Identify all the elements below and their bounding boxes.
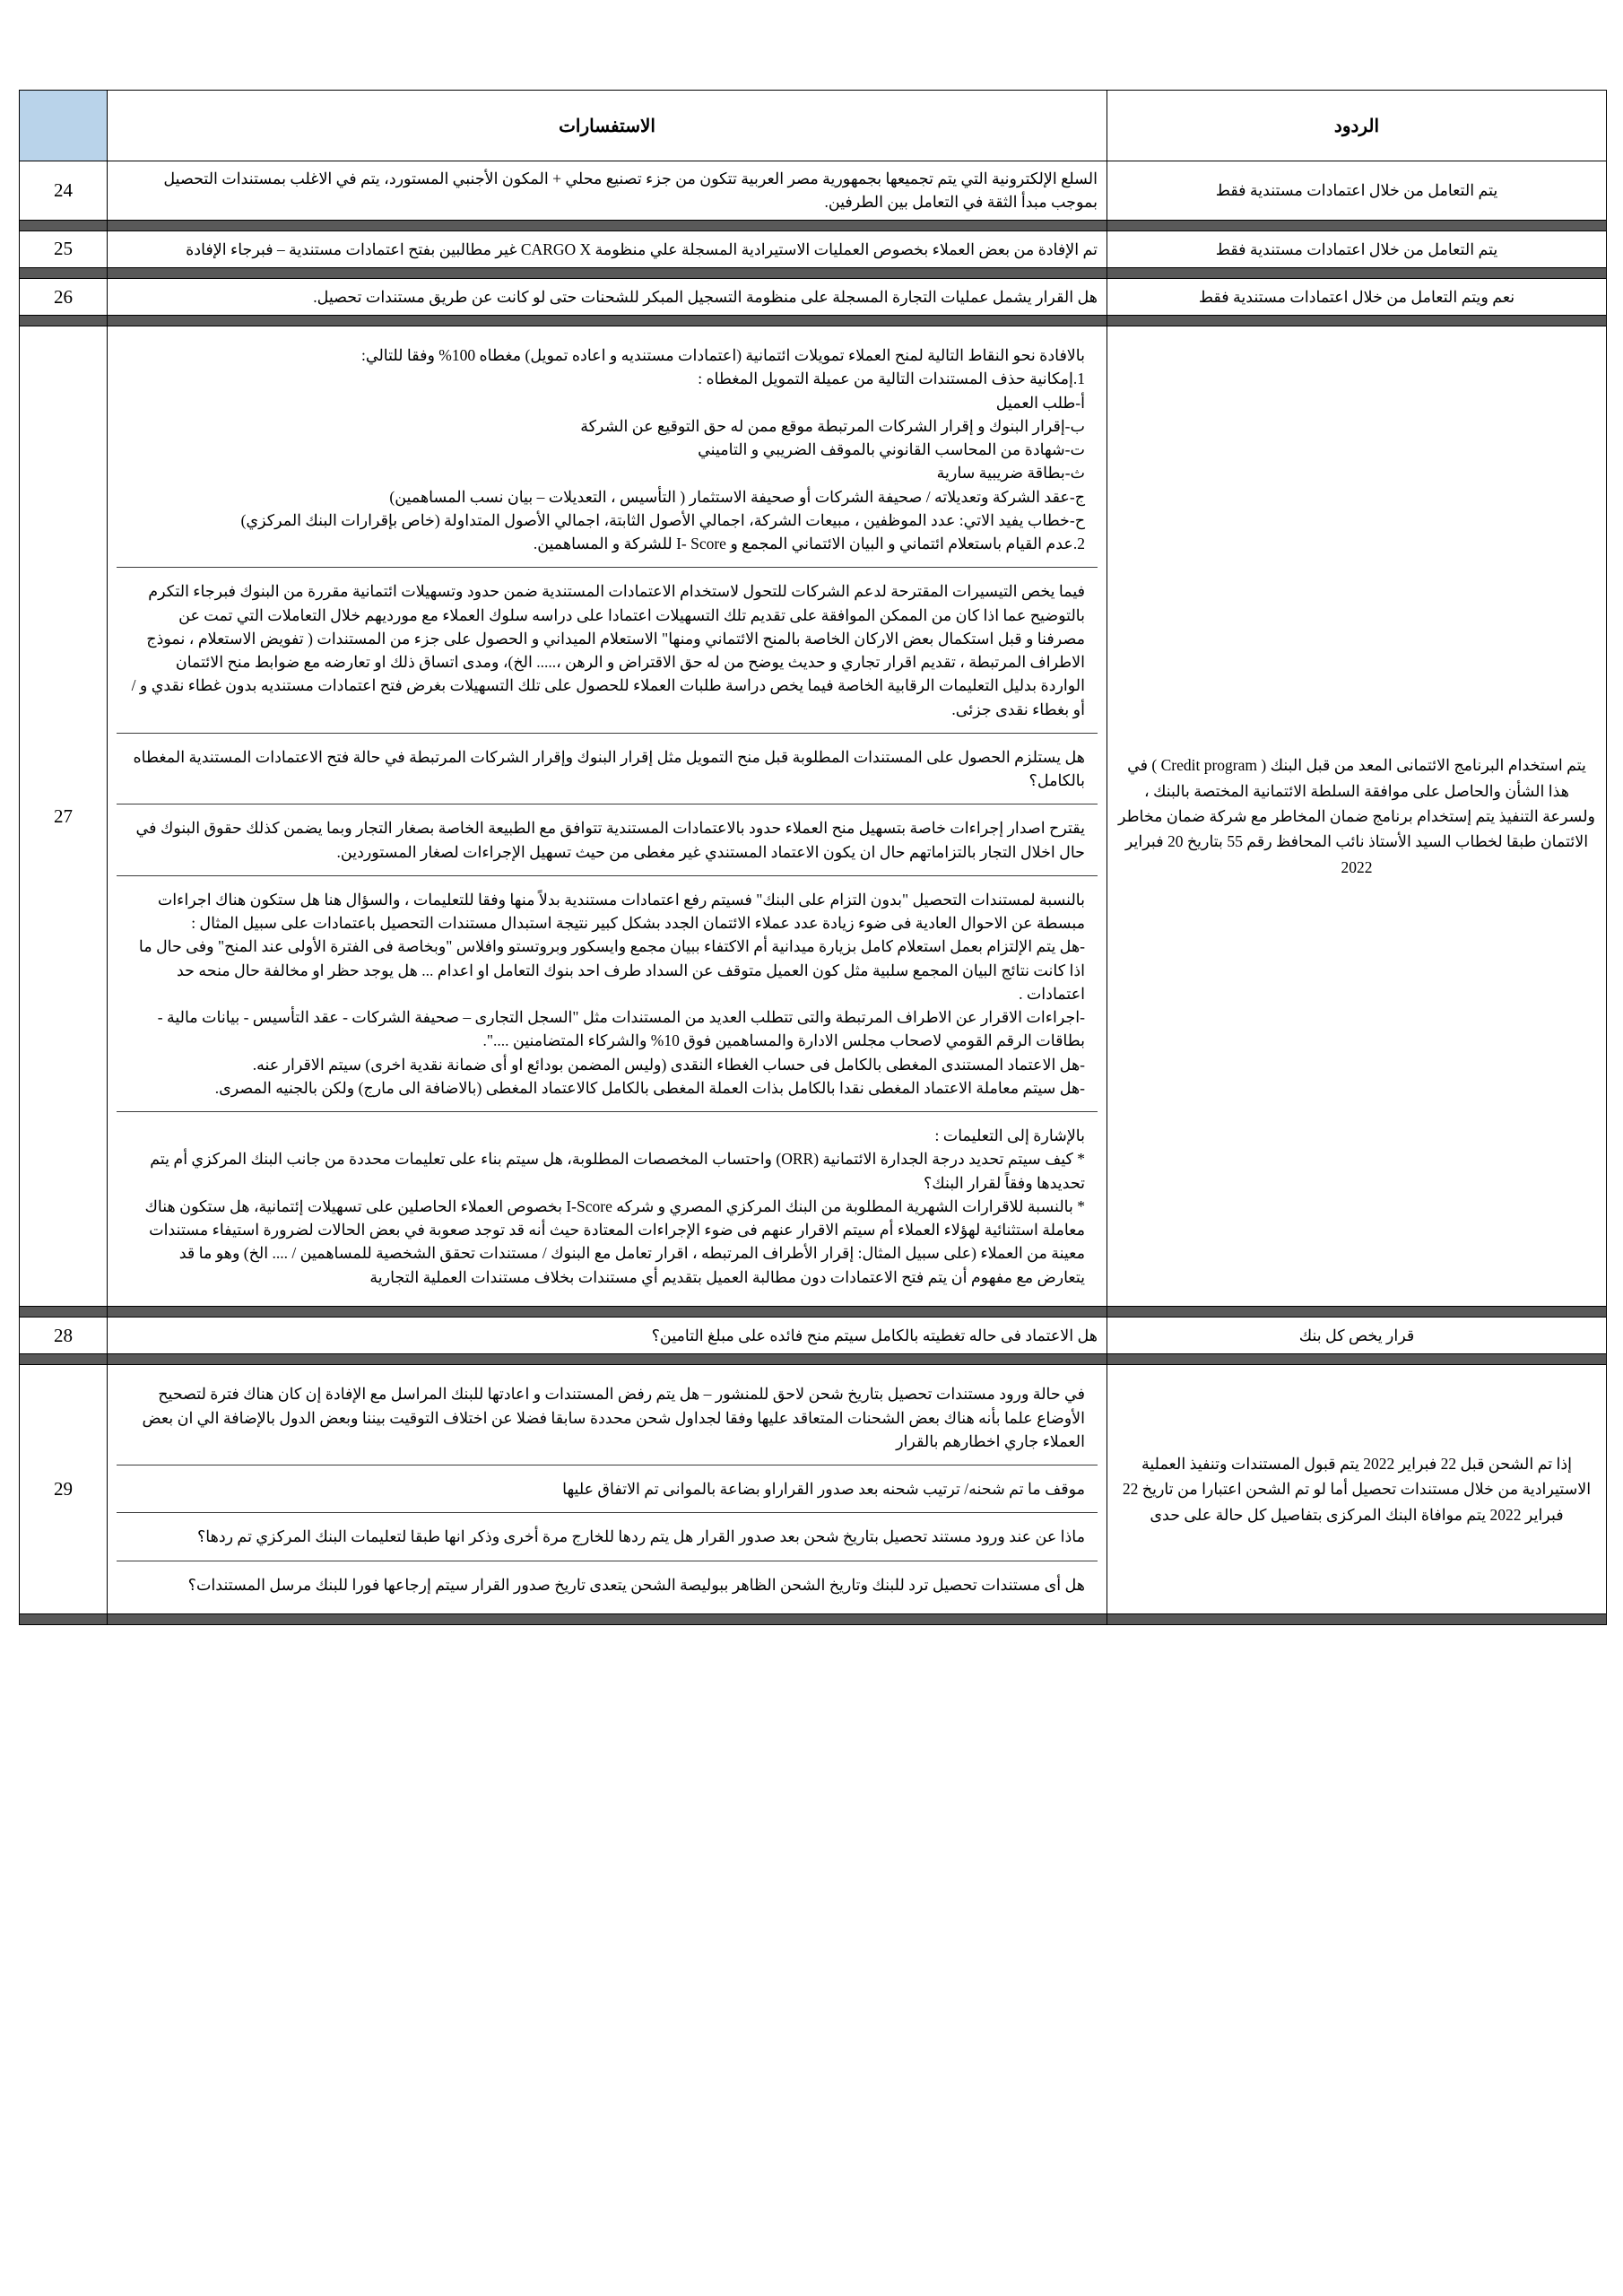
inquiry-text [117, 733, 1098, 804]
inquiry-subrow [117, 1465, 1098, 1513]
separator-cell [20, 316, 108, 326]
inquiry-subtable [117, 332, 1098, 1300]
inquiry-subtable [117, 1370, 1098, 1608]
inquiry-text [117, 332, 1098, 568]
table-body [20, 161, 1607, 1625]
row-number: 24 [20, 161, 108, 221]
response-text: قرار يخص كل بنك [1298, 1326, 1415, 1344]
inquiry-text [117, 1513, 1098, 1561]
separator-cell [108, 1613, 1107, 1624]
separator-cell [1107, 267, 1607, 278]
inquiry-line: ت-شهادة من المحاسب القانوني بالموقف الضريبي و التاميني [698, 440, 1085, 459]
separator-cell [108, 316, 1107, 326]
inquiry-subrow [117, 332, 1098, 568]
separator-cell [1107, 316, 1607, 326]
row-separator-band [20, 267, 1607, 278]
separator-cell [108, 1354, 1107, 1365]
inquiry-line: هل القرار يشمل عمليات التجارة المسجلة على منظومة التسجيل المبكر للشحنات حتى لو كانت عن طريق مستندات تحصيل. [313, 287, 1098, 306]
table-row [20, 278, 1607, 315]
row-separator-band [20, 1354, 1607, 1365]
separator-cell [108, 220, 1107, 230]
inquiry-line: السلع الإلكترونية التي يتم تجميعها بجمهورية مصر العربية تتكون من جزء تصنيع محلي + المكون الأجنبي المستورد، يتم في الاغلب بمستندات التحصيل بموجب مبدأ الثقة في التعامل بين الطرفين. [163, 170, 1098, 212]
row-separator-band [20, 220, 1607, 230]
row-number: 25 [20, 230, 108, 267]
inquiry-line: في حالة ورود مستندات تحصيل بتاريخ شحن لاحق للمنشور – هل يتم رفض المستندات و اعادتها للبنك المراسل مع الإفادة إن كان هناك فترة لتصحيح الأوضاع علما بأنه هناك بعض الشحنات المتعاقد عليها وفقا لجداول شحن محددة سابقا فضلا عن اختلاف التوقيت بيننا وبعض الدول بالإضافة الي ان بعض العملاء جاري اخطارهم بالقرار [142, 1385, 1085, 1450]
inquiry-cell [108, 1317, 1107, 1353]
row-number: 26 [20, 278, 108, 315]
inquiry-line: ث-بطاقة ضريبية سارية [936, 464, 1085, 483]
inquiry-line: ماذا عن عند ورود مستند تحصيل بتاريخ شحن بعد صدور القرار هل يتم ردها للخارج مرة أخرى وذكر انها طبقا لتعليمات البنك المركزي تم ردها؟ [196, 1527, 1085, 1546]
header-inquiries: الاستفسارات [108, 91, 1107, 161]
table-header [20, 91, 1607, 161]
separator-cell [108, 267, 1107, 278]
inquiry-cell [108, 161, 1107, 221]
inquiry-line: -اجراءات الاقرار عن الاطراف المرتبطة والتى تتطلب العديد من المستندات مثل "السجل التجارى – صحيفة الشركات - عقد التأسيس - بيانات مالية - بطاقات الرقم القومي لاصحاب مجلس الادارة والمساهمين فوق 10% والشركاء المتضامنين ....". [157, 1008, 1085, 1050]
inquiry-subrow [117, 733, 1098, 804]
response-text: يتم التعامل من خلال اعتمادات مستندية فقط [1215, 181, 1498, 200]
inquiry-line: ح-خطاب يفيد الاتي: عدد الموظفين ، مبيعات الشركة، اجمالي الأصول الثابتة، اجمالي الأصول المتداولة (خاص بإقرارات البنك المركزي) [240, 510, 1085, 529]
response-text: نعم ويتم التعامل من خلال اعتمادات مستندية فقط [1198, 287, 1515, 306]
inquiry-line: هل الاعتماد فى حاله تغطيته بالكامل سيتم منح فائده على مبلغ التامين؟ [651, 1326, 1098, 1344]
table-row [20, 326, 1607, 1307]
inquiry-line: 2.عدم القيام باستعلام ائتماني و البيان الائتماني المجمع و I- Score للشركة و المساهمين. [533, 535, 1085, 553]
table-row [20, 1317, 1607, 1353]
inquiry-line: هل يستلزم الحصول على المستندات المطلوبة قبل منح التمويل مثل إقرار البنوك وإقرار الشركات المرتبطة في حالة فتح الاعتمادات المستندية المغطاه بالكامل؟ [133, 747, 1085, 790]
table-row [20, 161, 1607, 221]
table-row [20, 230, 1607, 267]
header-number [20, 91, 108, 161]
inquiry-line: بالإشارة إلى التعليمات : [934, 1126, 1085, 1145]
inquiry-line: 1.إمكانية حذف المستندات التالية من عميلة التمويل المغطاه : [698, 370, 1085, 388]
response-text: إذا تم الشحن قبل 22 فبراير 2022 يتم قبول المستندات وتنفيذ العملية الاستيرادية من خلال مستندات تحصيل أما لو تم الشحن اعتبارا من تاريخ 22 فبراير 2022 يتم موافاة البنك المركزى بتفاصيل كل حالة على حدى [1122, 1455, 1592, 1524]
separator-cell [20, 267, 108, 278]
inquiry-line: موقف ما تم شحنه/ ترتيب شحنه بعد صدور القراراو بضاعة بالموانى تم الاتفاق عليها [562, 1480, 1085, 1499]
separator-cell [1107, 220, 1607, 230]
row-number: 29 [20, 1365, 108, 1614]
inquiry-line: * بالنسبة للاقرارات الشهرية المطلوبة من البنك المركزي المصري و شركه I-Score بخصوص العملاء الحاصلين على تسهيلات إئتمانية، هل ستكون هناك معاملة استثنائية لهؤلاء العملاء أم سيتم الاقرار عنهم فى ضوء الإجراءات المعتادة حيث أنه قد توجد صعوبة في بعض الحالات لضرورة استيفاء مستندات معينة من العملاء (على سبيل المثال: إقرار الأطراف المرتبطه ، اقرار تعامل مع البنوك / مستندات تحقق الشخصية للمساهمين / .... الخ) وهو ما قد يتعارض مع مفهوم أن يتم فتح الاعتمادات دون مطالبة العميل بتقديم أي مستندات بخلاف مستندات العملية التجارية [144, 1196, 1085, 1286]
inquiry-cell [108, 230, 1107, 267]
header-responses: الردود [1107, 91, 1607, 161]
inquiry-subrow [117, 1112, 1098, 1300]
separator-cell [20, 220, 108, 230]
inquiry-line: * كيف سيتم تحديد درجة الجدارة الائتمانية (ORR) واحتساب المخصصات المطلوبة، هل سيتم بناء على تعليمات محددة من جانب البنك المركزي أم يتم تحديدها وفقاً لقرار البنك؟ [150, 1150, 1085, 1192]
inquiry-cell [108, 278, 1107, 315]
response-cell [1107, 326, 1607, 1307]
inquiry-line: بالافادة نحو النقاط التالية لمنح العملاء تمويلات ائتمانية (اعتمادات مستنديه و اعاده تمويل) مغطاه 100% وفقا للتالي: [361, 346, 1085, 365]
row-number: 27 [20, 326, 108, 1307]
row-separator-band [20, 316, 1607, 326]
inquiry-text [117, 1370, 1098, 1465]
inquiry-text [117, 804, 1098, 876]
inquiry-line: ج-عقد الشركة وتعديلاته / صحيفة الشركات أو صحيفة الاستثمار ( التأسيس ، التعديلات – بيان نسب المساهمين) [389, 487, 1085, 506]
inquiry-line: تم الإفادة من بعض العملاء بخصوص العمليات الاستيرادية المسجلة علي منظومة CARGO X غير مطالبين بفتح اعتمادات مستندية – فبرجاء الإفادة [186, 239, 1098, 258]
inquiry-subrow [117, 568, 1098, 734]
response-cell [1107, 1365, 1607, 1614]
inquiry-subrow [117, 1561, 1098, 1608]
inquiry-text [117, 875, 1098, 1111]
response-text: يتم التعامل من خلال اعتمادات مستندية فقط [1215, 239, 1498, 258]
inquiry-line: -هل سيتم معاملة الاعتماد المغطى نقدا بالكامل بذات العملة المغطى بالكامل كالاعتماد المغطى (بالاضافة الى مارج) ولكن بالجنيه المصرى. [214, 1078, 1085, 1097]
inquiry-cell [108, 1365, 1107, 1614]
inquiry-text [117, 1561, 1098, 1608]
table-row [20, 1365, 1607, 1614]
inquiry-line: يقترح اصدار إجراءات خاصة بتسهيل منح العملاء حدود بالاعتمادات المستندية تتوافق مع الطبيعة الخاصة بصغار التجار وبما يضمن كذلك حقوق البنوك في حال اخلال التجار بالتزاماتهم حال ان يكون الاعتماد المستندي غير مغطى من حيث تسهيل الإجراءات لصغار المستوردين. [135, 819, 1085, 861]
inquiry-line: -هل يتم الإلتزام بعمل استعلام كامل بزيارة ميدانية أم الاكتفاء ببيان مجمع وايسكور وبروتستو وافلاس "وبخاصة فى الفترة الأولى عند المنح" وفى حال ما اذا كانت نتائج البيان المجمع سلبية مثل كون العميل متوقف عن السداد طرف احد بنوك التعامل او اعدام ... هل يوجد حظر او مخالفة حال منحه حد اعتمادات . [138, 937, 1085, 1003]
inquiries-responses-table [19, 90, 1607, 1625]
inquiry-text [117, 568, 1098, 734]
response-cell [1107, 161, 1607, 221]
separator-cell [1107, 1354, 1607, 1365]
inquiry-subrow [117, 1370, 1098, 1465]
separator-cell [108, 1306, 1107, 1317]
separator-cell [20, 1613, 108, 1624]
inquiry-line: هل أى مستندات تحصيل ترد للبنك وتاريخ الشحن الظاهر ببوليصة الشحن يتعدى تاريخ صدور القرار سيتم إرجاعها فورا للبنك مرسل المستندات؟ [187, 1575, 1085, 1594]
row-separator-band [20, 1613, 1607, 1624]
inquiry-line: -هل الاعتماد المستندى المغطى بالكامل فى حساب الغطاء النقدى (وليس المضمن بودائع او أى ضمانة نقدية اخرى) سيتم الاقرار عنه. [252, 1055, 1085, 1074]
inquiry-cell [108, 326, 1107, 1307]
inquiry-line: فيما يخص التيسيرات المقترحة لدعم الشركات للتحول لاستخدام الاعتمادات المستندية ضمن حدود وتسهيلات ائتمانية مقررة من البنوك فبرجاء التكرم بالتوضيح عما اذا كان من الممكن الموافقة على تقديم تلك التسهيلات اعتمادا على دراسه سلوك العملاء مع مورديهم خلال التعاملات التي تمت عن مصرفنا و قبل استكمال بعض الاركان الخاصة بالمنح الائتماني ومنها" الاستعلام الميداني و الحصول على جزء من المستندات ( تفويض الاستعلام ، نموذج الاطراف المرتبطة ، تقديم اقرار تجاري و حديث يوضح من له حق الاقتراض و الرهن ،..... الخ)، ومدى اتساق ذلك او تعارضه مع ضوابط منح الائتمان الواردة بدليل التعليمات الرقابية الخاصة فيما يخص دراسة طلبات العملاء للحصول على تلك التسهيلات بغرض فتح اعتمادات مستنديه بدون غطاء نقدي و / أو بغطاء نقدى جزئى. [131, 582, 1085, 718]
inquiry-text [117, 1112, 1098, 1300]
inquiry-subrow [117, 875, 1098, 1111]
separator-cell [1107, 1306, 1607, 1317]
separator-cell [1107, 1613, 1607, 1624]
inquiry-text [117, 1465, 1098, 1513]
response-cell [1107, 278, 1607, 315]
inquiry-line: أ-طلب العميل [995, 393, 1085, 412]
response-text: يتم استخدام البرنامج الائتمانى المعد من قبل البنك ( Credit program ) في هذا الشأن والحاصل على موافقة السلطة الائتمانية المختصة بالبنك ، ولسرعة التنفيذ يتم إستخدام برنامج ضمان المخاطر مع شركة ضمان مخاطر الائتمان طبقا لخطاب السيد الأستاذ نائب المحافظ رقم 55 بتاريخ 20 فبراير 2022 [1117, 756, 1596, 876]
inquiry-line: بالنسبة لمستندات التحصيل "بدون التزام على البنك" فسيتم رفع اعتمادات مستندية بدلاً منها وفقا للتعليمات ، والسؤال هنا هل ستكون هناك اجراءات مبسطة عن الاحوال العادية فى ضوء زيادة عدد عملاء الائتمان الجدد بشكل كبير نتيجة استبدال مستندات التحصيل باعتمادات على سبيل المثال : [157, 890, 1085, 933]
row-number: 28 [20, 1317, 108, 1353]
response-cell [1107, 230, 1607, 267]
inquiry-subrow [117, 804, 1098, 876]
inquiry-line: ب-إقرار البنوك و إقرار الشركات المرتبطة موقع ممن له حق التوقيع عن الشركة [580, 416, 1085, 435]
separator-cell [20, 1306, 108, 1317]
separator-cell [20, 1354, 108, 1365]
inquiry-subrow [117, 1513, 1098, 1561]
response-cell [1107, 1317, 1607, 1353]
row-separator-band [20, 1306, 1607, 1317]
